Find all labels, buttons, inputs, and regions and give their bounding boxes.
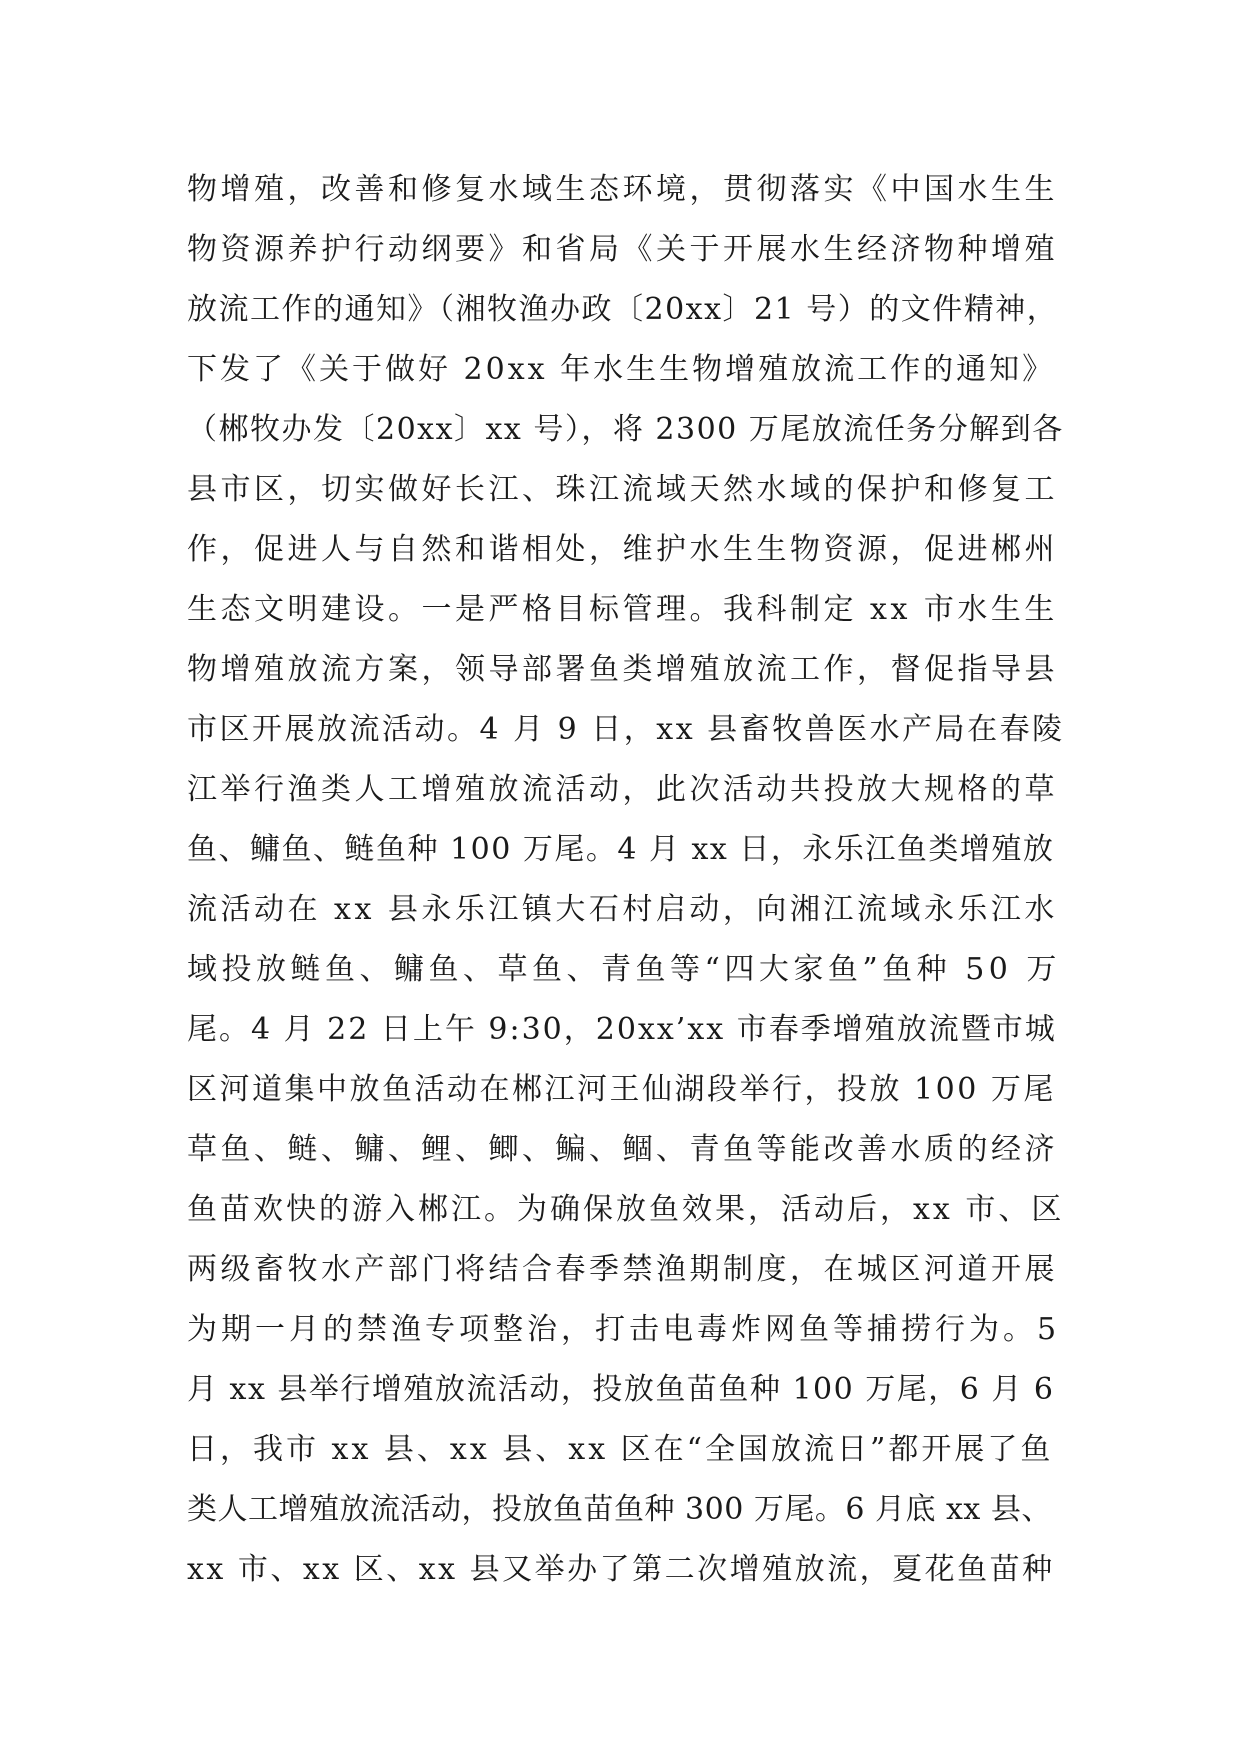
text-line: （郴牧办发〔20xx〕xx 号），将 2300 万尾放流任务分解到各	[187, 412, 1064, 447]
text-line: 鱼、鳙鱼、鲢鱼种 100 万尾。4 月 xx 日，永乐江鱼类增殖放	[187, 832, 1055, 867]
text-line: 尾。4 月 22 日上午 9:30，20xx’xx 市春季增殖放流暨市城	[187, 1012, 1057, 1047]
text-line: 日，我市 xx 县、xx 县、xx 区在“全国放流日”都开展了鱼	[187, 1432, 1054, 1467]
text-line: 为期一月的禁渔专项整治，打击电毒炸网鱼等捕捞行为。5	[187, 1312, 1061, 1347]
text-line: 区河道集中放鱼活动在郴江河王仙湖段举行，投放 100 万尾	[187, 1072, 1056, 1107]
text-line: 生态文明建设。一是严格目标管理。我科制定 xx 市水生生	[187, 592, 1058, 627]
text-line: 草鱼、鲢、鳙、鲤、鲫、鳊、鲴、青鱼等能改善水质的经济	[187, 1132, 1058, 1167]
text-line: 物资源养护行动纲要》和省局《关于开展水生经济物种增殖	[187, 232, 1058, 267]
text-line: 域投放鲢鱼、鳙鱼、草鱼、青鱼等“四大家鱼”鱼种 50 万	[187, 952, 1061, 987]
text-line: 下发了《关于做好 20xx 年水生生物增殖放流工作的通知》	[187, 352, 1056, 387]
text-line: 县市区，切实做好长江、珠江流域天然水域的保护和修复工	[187, 472, 1058, 507]
text-line: 类人工增殖放流活动，投放鱼苗鱼种 300 万尾。6 月底 xx 县、	[187, 1492, 1052, 1527]
text-line: 作，促进人与自然和谐相处，维护水生生物资源，促进郴州	[187, 532, 1058, 567]
text-line: 两级畜牧水产部门将结合春季禁渔期制度，在城区河道开展	[187, 1252, 1058, 1287]
text-line: 物增殖放流方案，领导部署鱼类增殖放流工作，督促指导县	[187, 652, 1058, 687]
text-line: 流活动在 xx 县永乐江镇大石村启动，向湘江流域永乐江水	[187, 892, 1058, 927]
body-text	[187, 160, 1067, 1600]
text-line: 江举行渔类人工增殖放流活动，此次活动共投放大规格的草	[187, 772, 1058, 807]
text-line: 物增殖，改善和修复水域生态环境，贯彻落实《中国水生生	[187, 172, 1058, 207]
text-line: 市区开展放流活动。4 月 9 日，xx 县畜牧兽医水产局在春陵	[187, 712, 1065, 747]
text-line: xx 市、xx 区、xx 县又举办了第二次增殖放流，夏花鱼苗种	[187, 1552, 1055, 1587]
text-line: 鱼苗欢快的游入郴江。为确保放鱼效果，活动后，xx 市、区	[187, 1192, 1065, 1227]
text-line: 放流工作的通知》（湘牧渔办政〔20xx〕21 号）的文件精神，	[187, 292, 1059, 327]
text-line: 月 xx 县举行增殖放流活动，投放鱼苗鱼种 100 万尾，6 月 6	[187, 1372, 1055, 1407]
